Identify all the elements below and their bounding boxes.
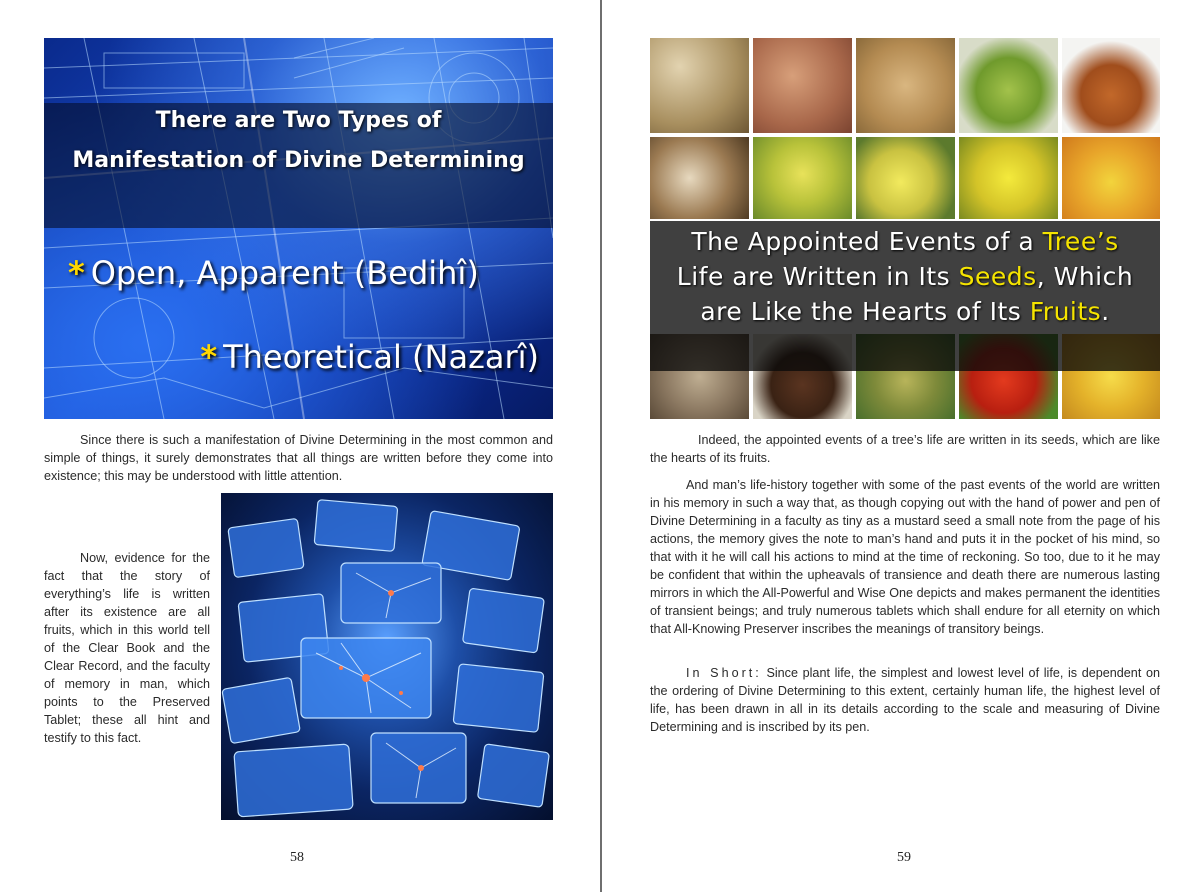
- collage-caption-line3: [650, 297, 1160, 326]
- hero-item-text: Open, Apparent (Bedihî): [90, 254, 479, 292]
- acorn-tile: [1062, 38, 1160, 133]
- collage-caption-line2: [650, 262, 1160, 291]
- hero-item-theoretical: [200, 338, 539, 376]
- caption-text: The Appointed Events of a: [691, 227, 1043, 256]
- star-bullet-icon: *: [200, 338, 218, 376]
- caption-text: Life are Written in Its: [676, 262, 959, 291]
- caption-highlight-tree: Tree’s: [1042, 227, 1119, 256]
- seeds-fruits-collage: [650, 38, 1160, 419]
- lotus-pod-tile-3: [959, 137, 1058, 219]
- spiky-fruit-tile: [959, 38, 1058, 133]
- left-paragraph-1: Since there is such a manifestation of Divine Determining in the most common and simple of things, it surely demonstrates that all things are written before they come into existence; this may be understood with little attention.: [44, 433, 553, 483]
- hero-title-line1: There are Two Types of: [155, 108, 442, 133]
- page-number: 59: [897, 850, 911, 865]
- star-bullet-icon: *: [68, 254, 85, 292]
- wheat-grains-tile: [753, 38, 852, 133]
- brain-neurons-image: [221, 493, 553, 820]
- divine-determining-hero-image: [44, 38, 553, 419]
- hero-title-line2: Manifestation of Divine Determining: [72, 148, 525, 173]
- caption-highlight-seeds: Seeds: [958, 262, 1037, 291]
- page-number: 58: [290, 850, 304, 865]
- neuron-panels: [221, 493, 553, 820]
- lentils-tile: [856, 38, 955, 133]
- caption-highlight-fruits: Fruits: [1029, 297, 1102, 326]
- caption-text: , Which: [1036, 262, 1134, 291]
- hero-item-open-apparent: [68, 254, 479, 292]
- right-paragraph-3-text: Since plant life, the simplest and lowest level of life, is dependent on the ordering of Divine Determining to this extent, certainly human life, the highest level of life, has been drawn in all in its details according to the scale and measuring of Divine Determining and is inscribed by its pen.: [650, 666, 1160, 734]
- lotus-pod-tile-2: [856, 137, 955, 219]
- sunflower-seeds-tile: [650, 38, 749, 133]
- lotus-pod-tile-1: [753, 137, 852, 219]
- right-paragraph-3: [650, 664, 1160, 736]
- hero-item-text: Theoretical (Nazarî): [223, 338, 539, 376]
- right-paragraph-1: Indeed, the appointed events of a tree’s life are written in its seeds, which are like the hearts of its fruits.: [650, 433, 1160, 465]
- caption-text: .: [1101, 297, 1110, 326]
- right-paragraph-2: And man’s life-history together with some of the past events of the world are written in his memory in such a way that, as though copying out with the hand of power and pen of Divine Determining in a faculty as tiny as a mustard seed a small note from the page of his actions, the memory gives the note to man’s hand and puts it in the pocket of his mind, so that with it he will call his actions to mind at the time of reckoning. So too, due to it he may be confident that within the upheavals of transience and death there are numerous lasting mirrors in which the All-Powerful and Wise One depicts and makes permanent the identities of transient beings; and truly numerous tablets which shall endure for all eternity on which that All-Knowing Preserver inscribes the meanings of transitory beings.: [650, 478, 1160, 636]
- nut-shells-tile: [650, 137, 749, 219]
- caption-text: are Like the Hearts of Its: [700, 297, 1030, 326]
- in-short-lead: In Short:: [686, 666, 762, 680]
- collage-caption-line1: [650, 227, 1160, 256]
- lotus-flower-tile: [1062, 137, 1160, 219]
- left-paragraph-2: Now, evidence for the fact that the story of everything’s life is written after its existence are all fruits, which in this world tell of the Clear Book and the Clear Record, and the faculty of memory in man, which points to the Preserved Tablet; these all hint and testify to this fact.: [44, 551, 210, 745]
